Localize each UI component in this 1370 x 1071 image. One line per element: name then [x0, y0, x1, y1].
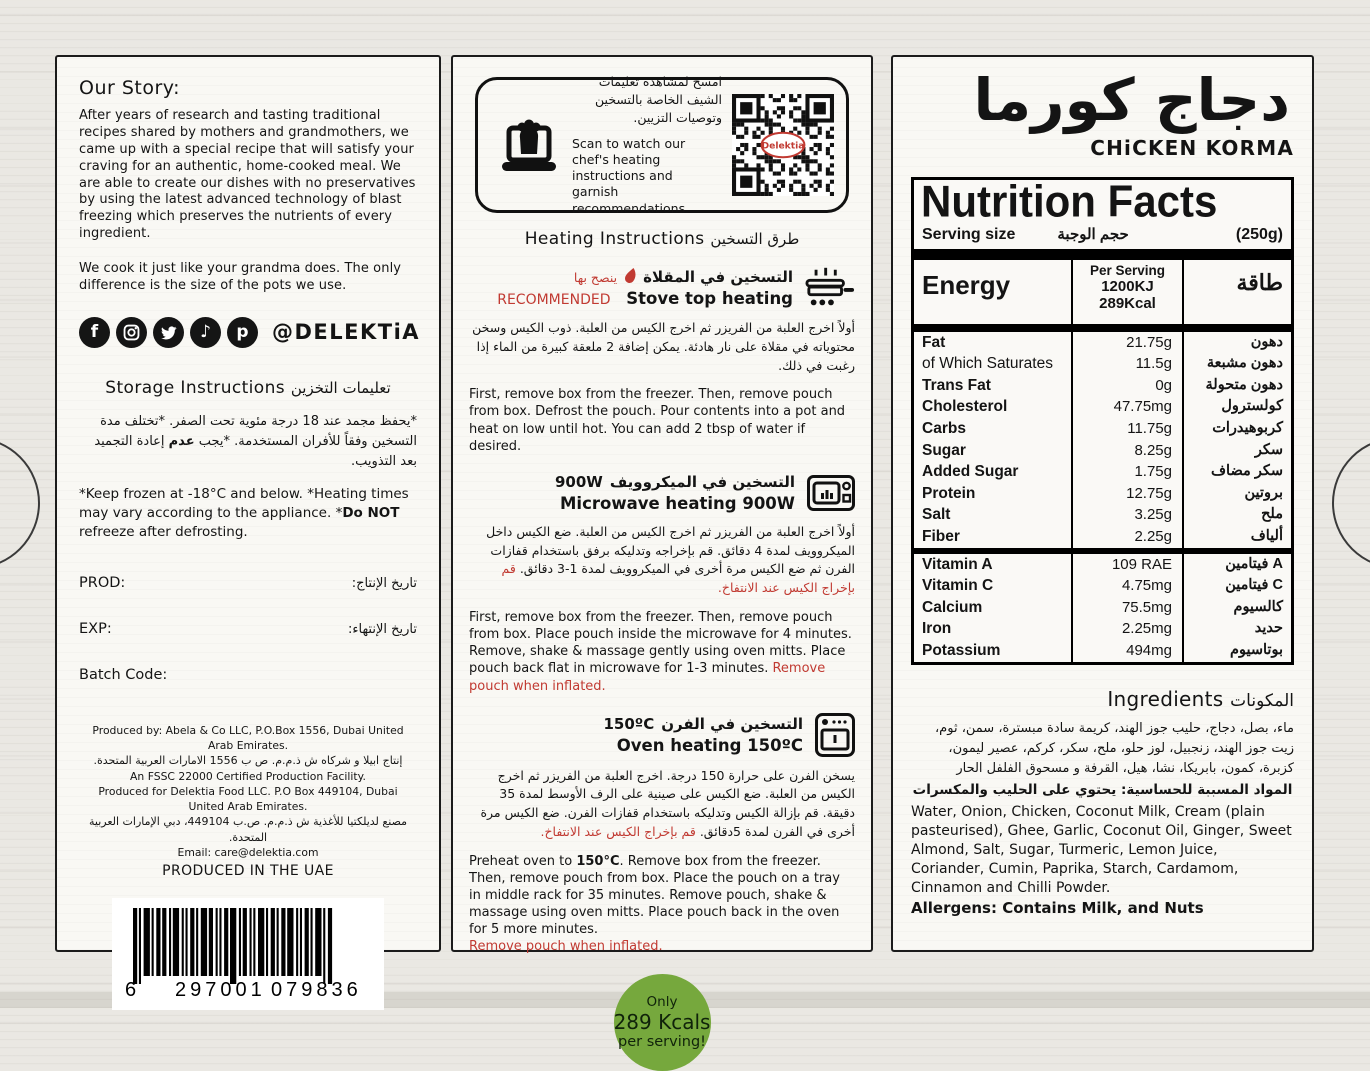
nutrient-row-value: 3.25g — [1071, 505, 1184, 527]
energy-label-ar: طاقة — [1236, 269, 1283, 295]
calories-badge — [614, 974, 711, 1071]
storage-en-run2: refreeze after defrosting. — [79, 523, 248, 540]
per-serving-label: Per Serving — [1089, 262, 1166, 278]
batch-code-row — [79, 667, 417, 683]
tiktok-glyph: ♪ — [200, 322, 211, 343]
facebook-icon — [79, 317, 110, 348]
ingredients-title — [911, 687, 1294, 711]
vitamin-row-label-en: Vitamin A — [922, 555, 993, 573]
prod-date-row — [79, 575, 417, 591]
vitamin-row-label-ar: A فيتامين — [1225, 555, 1283, 572]
energy-label-en: Energy — [922, 269, 1011, 300]
badge-line1: Only — [646, 994, 678, 1011]
left-panel — [55, 55, 441, 1001]
qr-text-block — [572, 73, 722, 217]
microwave-ar-run: أولاً اخرج العلبة من الفريزر ثم اخرج الكيس من العلبة. ضع الكيس داخل الميكروويف لمدة 4 دقائق. قم بإخراجه وتدليكه برفق باستخدام قفازات الفرن ثم ضع الكيس مرة أخرى في الميكروويف لمدة 1-3 دقائق. — [486, 523, 855, 577]
exp-label-en: EXP: — [79, 621, 112, 638]
vitamin-row-value: 494mg — [1071, 640, 1184, 662]
microwave-icon — [807, 475, 855, 511]
nutrient-rows — [914, 332, 1291, 548]
microwave-method-header — [469, 473, 855, 513]
vitamin-row-value: 4.75mg — [1071, 575, 1184, 597]
microwave-body-en — [469, 609, 855, 695]
serving-size-label-en: Serving size — [922, 225, 1016, 243]
stove-icon — [805, 267, 855, 309]
oven-body-en — [469, 853, 855, 956]
vitamin-row-label-ar: بوتاسيوم — [1230, 641, 1283, 658]
microwave-watt-ar: 900W — [554, 472, 603, 491]
qr-text-en: Scan to watch our chef's heating instructions and garnish recommendations. — [572, 135, 690, 216]
nutrient-row-label-en: Fat — [922, 333, 946, 351]
oven-ar-warning: قم بإخراج الكيس عند الانتفاخ. — [540, 823, 696, 839]
qr-text-ar: امسح لمشاهدة تعليمات الشيف الخاصة بالتسخين وتوصيات التزيين. — [595, 74, 722, 126]
nutrient-row-label-en: Sugar — [922, 441, 966, 459]
nutrient-row-label-en: Salt — [922, 506, 951, 524]
produced-in-uae: PRODUCED IN THE UAE — [162, 863, 334, 880]
divider-bar — [914, 324, 1291, 332]
vitamin-row-label-en: Potassium — [922, 641, 1001, 659]
allergens-ar: المواد المسببة للحساسية: يحتوي على الحليب والمكسرات — [912, 782, 1293, 799]
nutrient-row-label-en: Cholesterol — [922, 398, 1008, 416]
nutrient-row-label-ar: بروتين — [1244, 484, 1283, 501]
vitamin-row-value: 109 RAE — [1071, 554, 1184, 576]
exp-date-row — [79, 621, 417, 637]
vitamin-row-label-en: Calcium — [922, 598, 983, 616]
storage-ar-run2: إعادة التجميد بعد التذويب. — [94, 434, 417, 470]
nutrient-row-label-en: Trans Fat — [922, 376, 991, 394]
oven-en-warning: Remove pouch when inflated. — [469, 939, 663, 955]
heating-instructions-title — [469, 229, 855, 249]
storage-body-ar — [79, 412, 417, 472]
prod-label-ar: تاريخ الإنتاج: — [351, 576, 417, 592]
energy-row — [914, 260, 1291, 324]
social-handle: @DELEKTiA — [272, 320, 421, 345]
storage-en-bold: Do NOT — [342, 504, 400, 521]
stove-body-en: First, remove box from the freezer. Then, remove pouch from box. Defrost the pouch. Pour contents into a pot and heat on low until hot. You can add 2 tbsp of water if desired. — [469, 387, 846, 454]
oven-en-run1: Preheat oven to — [469, 853, 577, 869]
nutrient-row-label-en: Fiber — [922, 527, 960, 545]
oven-en-temp: 150°C — [576, 853, 620, 869]
twitter-icon — [153, 317, 184, 348]
serving-size-label-ar: حجم الوجبة — [1057, 225, 1129, 243]
qr-code — [732, 94, 834, 196]
ingredients-title-ar: المكونات — [1230, 690, 1294, 711]
oven-ar-run: يسخن الفرن على حرارة 150 درجة. اخرج العلبة من الفريزر ثم اخرج الكيس من العلبة. ضع الكيس على صينية على الرف الأوسط لمدة 35 دقيقة. قم بإزالة الكيس وتدليكه باستخدام قفازات الفرن. ضع الكيس مرة أخرى في الفرن لمدة 5دقائق. — [480, 767, 855, 839]
oven-icon — [815, 713, 855, 757]
pinterest-icon — [227, 317, 258, 348]
vitamin-rows — [914, 554, 1291, 662]
oven-method-header — [469, 713, 855, 757]
nutrient-row-label-en: of Which Saturates — [922, 355, 1053, 373]
storage-title-ar: تعليمات التخزين — [290, 378, 391, 397]
ingredients-title-en: Ingredients — [1107, 686, 1224, 711]
storage-instructions-title — [79, 378, 417, 398]
nutrient-row-label-ar: كربوهيدرات — [1212, 419, 1283, 436]
oven-title-ar: التسخين في الفرن — [661, 714, 803, 733]
nutrient-row-value: 0g — [1071, 375, 1184, 397]
instagram-icon — [116, 317, 147, 348]
chef-laptop-icon — [496, 114, 562, 176]
oven-temp-ar: 150ºC — [603, 714, 655, 733]
dish-title-ar: دجاج كورما — [973, 66, 1290, 134]
nutrient-row-label-ar: دهون متحولة — [1205, 376, 1283, 393]
vitamin-row-value: 2.25mg — [1071, 619, 1184, 641]
vitamin-row-label-ar: كالسيوم — [1233, 598, 1283, 615]
nutrition-facts-box — [911, 177, 1294, 665]
svg-text:Delektia: Delektia — [761, 140, 805, 152]
social-row — [79, 317, 421, 348]
oven-title-en: Oven heating — [616, 735, 742, 755]
recommended-en: RECOMMENDED — [497, 292, 611, 308]
diecut-notch-left — [0, 437, 40, 569]
stove-body-ar: أولاً اخرج العلبة من الفريزر ثم اخرج الكيس من العلبة. ذوب الكيس وسخن محتوياته في مقلاة على نار هادئة. يمكن إضافة 2 ملعقة كبيرة من الماء إذا رغبت في ذلك. — [472, 320, 855, 373]
storage-title-en: Storage Instructions — [105, 377, 286, 398]
stove-title-ar: التسخين في المقلاة — [643, 268, 793, 286]
barcode — [112, 898, 384, 1010]
diecut-notch-right — [1332, 437, 1370, 569]
oven-en-run2: . Remove box from the freezer. Then, remove pouch from box. Place the pouch on a tray in middle rack for 35 minutes. Remove pouch, shake & massage using oven mitts. Place pouch back in the oven for 5 more minutes. — [469, 853, 840, 938]
nutrient-row-label-en: Added Sugar — [922, 463, 1019, 481]
batch-code-label: Batch Code: — [79, 667, 168, 684]
ingredients-body-en: Water, Onion, Chicken, Coconut Milk, Cream (plain pasteurised), Ghee, Garlic, Coconut Oil, Ginger, Sweet Almond, Salt, Sugar, Turmeric, Lemon Juice, Coriander, Cumin, Paprika, Starch, Cardamom, Cinnamon and Chilli Powder. — [911, 804, 1292, 896]
nutrition-facts-title: Nutrition Facts — [921, 176, 1218, 226]
nutrient-row-label-en: Carbs — [922, 419, 966, 437]
right-panel — [891, 55, 1314, 952]
divider-bar — [914, 249, 1291, 260]
middle-panel — [451, 55, 873, 1051]
nutrient-row-value: 8.25g — [1071, 440, 1184, 462]
microwave-title-en: Microwave heating — [560, 493, 737, 513]
vitamin-row-label-ar: C فيتامين — [1225, 577, 1283, 594]
vitamin-row-label-ar: حديد — [1254, 620, 1283, 637]
storage-ar-run1: *يحفظ مجمد عند 18 درجة مئوية تحت الصفر. *تختلف مدة التسخين وفقاً للأفران المستخدمة. *يجب — [100, 413, 417, 450]
svg-text:6: 6 — [125, 978, 141, 1001]
nutrient-row-label-ar: ألياف — [1250, 527, 1283, 544]
storage-body-en — [79, 485, 417, 541]
exp-label-ar: تاريخ الإنتهاء: — [347, 622, 417, 638]
recommended-drop-icon — [624, 268, 636, 286]
nutrient-row-label-ar: دهون مشبعة — [1206, 355, 1283, 372]
microwave-watt-en: 900W — [742, 493, 795, 513]
oven-body-ar — [469, 767, 855, 842]
our-story-paragraph-2: We cook it just like your grandma does. The only difference is the size of the pots we use. — [79, 261, 402, 294]
microwave-body-ar — [469, 523, 855, 598]
serving-size-value: (250g) — [1235, 225, 1283, 243]
our-story-paragraph-1: After years of research and tasting traditional recipes shared by mothers and grandmothers, we came up with a special recipe that will satisfy your craving for an authentic, home-cooked meal. We are able to create our dishes with no preservatives by using the latest advanced technology of blast freezing which preserves the nutrients of every ingredient. — [79, 108, 416, 242]
nutrient-row-label-ar: سكر — [1254, 441, 1283, 458]
microwave-ar-warning: قم بإخراج الكيس عند الانتفاخ. — [501, 561, 855, 596]
heating-title-ar: طرق التسخين — [710, 230, 800, 248]
pinterest-glyph: p — [236, 322, 249, 343]
vitamin-row-label-en: Iron — [922, 620, 952, 638]
stove-title-en: Stove top heating — [626, 289, 793, 308]
our-story-title: Our Story: — [79, 77, 181, 99]
vitamin-row-value: 75.5mg — [1071, 597, 1184, 619]
nutrient-row-value: 12.75g — [1071, 483, 1184, 505]
badge-line2: 289 Kcals — [613, 1010, 711, 1035]
microwave-en-run: First, remove box from the freezer. Then, remove pouch from box. Place pouch inside the microwave for 4 minutes. Remove, shake & massage gently using oven mitts. Place pouch back flat in microwave for 1-3 minutes. — [469, 609, 852, 677]
nutrient-row-label-ar: دهون — [1250, 333, 1283, 350]
prod-label-en: PROD: — [79, 575, 126, 592]
storage-ar-bold: عدم — [168, 434, 195, 450]
nutrient-row-value: 1.75g — [1071, 461, 1184, 483]
dish-title-en: CHiCKEN KORMA — [1090, 135, 1294, 160]
oven-temp-en: 150ºC — [747, 735, 803, 755]
producer-line-ar: إنتاج ابيلا و شركاه ش ذ.م.م. ص ب 1556 الامارات العربية المتحدة. — [93, 754, 403, 768]
producer-email: Email: care@delektia.com — [177, 845, 319, 859]
nutrient-row-value: 47.75mg — [1071, 397, 1184, 419]
energy-values — [1071, 260, 1184, 324]
energy-kcal: 289Kcal — [1099, 294, 1156, 312]
svg-text:297001: 297001 — [175, 978, 266, 1001]
nutrient-row-label-ar: كولسترول — [1221, 398, 1283, 415]
nutrient-row-value: 21.75g — [1071, 332, 1184, 354]
vitamin-row-label-en: Vitamin C — [922, 577, 994, 595]
barcode-svg — [123, 904, 373, 1004]
producer-line-ar: مصنع لديلكتيا للأغذية ش ذ.م.م. ص.ب 449104، دبي الإمارات العربية المتحدة. — [89, 815, 407, 844]
energy-kj: 1200KJ — [1101, 277, 1154, 295]
nutrient-row-label-ar: ملح — [1261, 506, 1283, 523]
ingredients-body-ar: ماء، بصل، دجاج، حليب جوز الهند، كريمة سادة مبسترة، سمن، ثوم، زيت جوز الهند، زنجبيل، لوز حلو، ملح، سكر، كركم، عصير ليمون، كزبرة، كمون، بابريكا، نشا، هيل، القرفة و مسحوق الفلفل الحار — [934, 720, 1294, 776]
nutrient-row-value: 2.25g — [1071, 526, 1184, 548]
qr-scan-box — [475, 74, 849, 216]
nutrient-row-label-ar: سكر مضاف — [1211, 463, 1283, 480]
svg-text:079836: 079836 — [271, 978, 362, 1001]
storage-en-run1: *Keep frozen at -18°C and below. *Heating times may vary according to the appliance. * — [79, 486, 409, 521]
allergens-en: Allergens: Contains Milk, and Nuts — [911, 898, 1204, 917]
nutrient-row-value: 11.5g — [1071, 353, 1184, 375]
tiktok-icon — [190, 317, 221, 348]
microwave-title-ar: التسخين في الميكروويف — [609, 472, 795, 491]
nutrient-row-value: 11.75g — [1071, 418, 1184, 440]
producer-line: An FSSC 22000 Certified Production Facility. — [130, 769, 366, 783]
heating-title-en: Heating Instructions — [524, 229, 705, 249]
microwave-en-warning: Remove pouch when inflated. — [469, 661, 826, 694]
badge-line3: per serving! — [618, 1034, 706, 1051]
nutrient-row-label-en: Protein — [922, 484, 976, 502]
producer-line: Produced for Delektia Food LLC. P.O Box 449104, Dubai United Arab Emirates. — [98, 784, 398, 814]
producer-block — [79, 723, 417, 881]
producer-line: Produced by: Abela & Co LLC, P.O.Box 1556, Dubai United Arab Emirates. — [92, 724, 404, 753]
recommended-ar: ينصح بها — [573, 269, 618, 285]
serving-size-row — [914, 224, 1291, 249]
stove-method-header — [469, 267, 855, 309]
facebook-glyph: f — [90, 322, 99, 343]
